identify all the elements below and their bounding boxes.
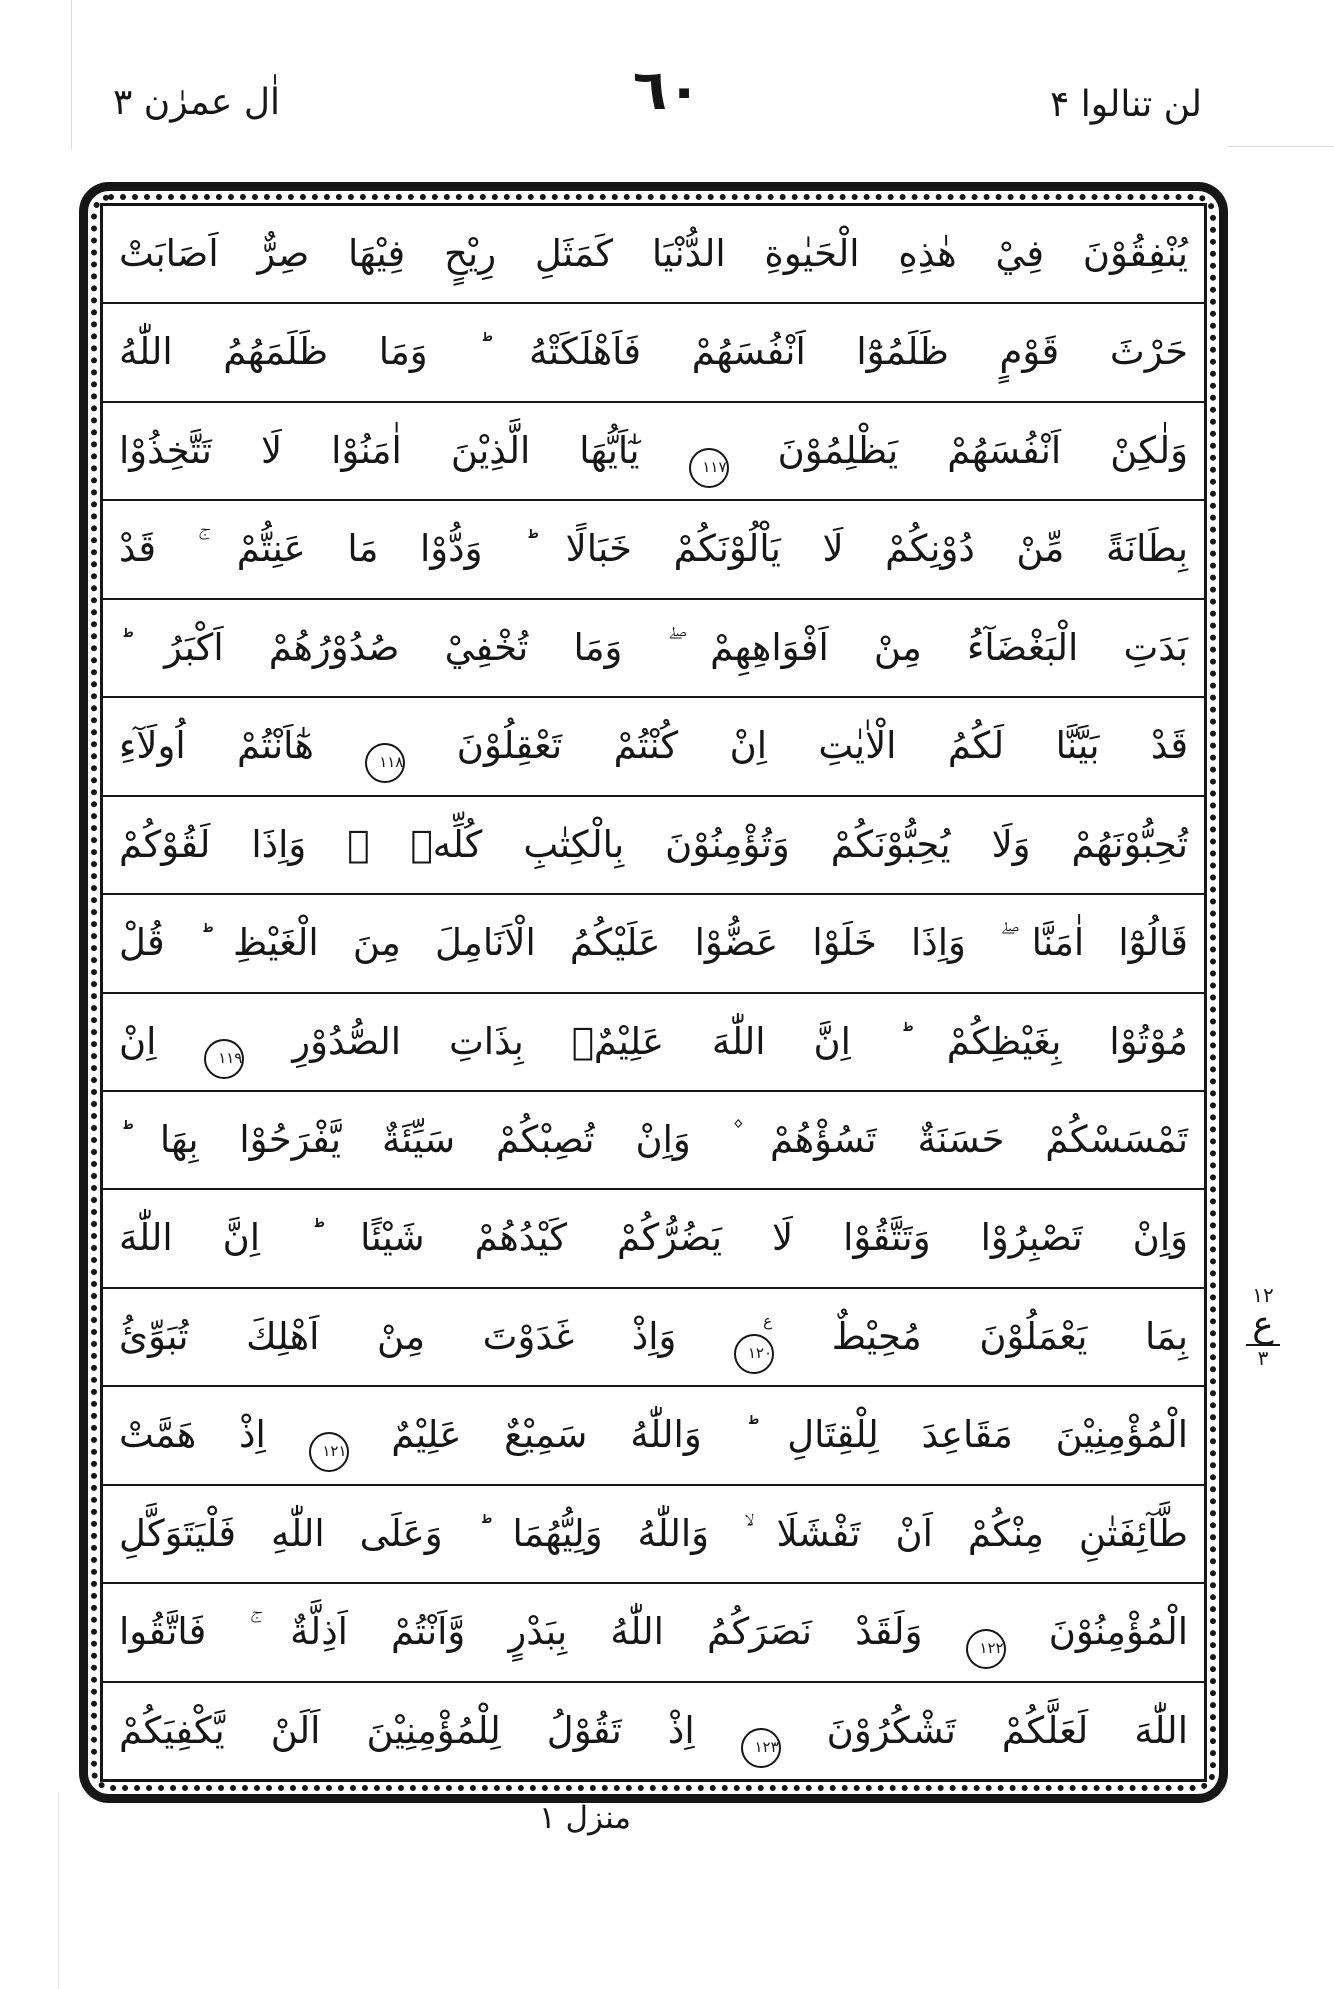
verse-number: ١١٧ xyxy=(702,457,727,476)
verse-number-circle xyxy=(734,1311,774,1374)
verse-number: ١٢٠ xyxy=(747,1343,773,1362)
scan-artifact-line-top-right xyxy=(1228,146,1334,147)
quran-line xyxy=(103,403,1204,501)
surah-name-header: اٰل عمرٰن ٣ xyxy=(113,82,280,123)
ayah-text: الْمُؤْمِنُوْنَ xyxy=(1048,1610,1189,1654)
manzil-label: منزل ١ xyxy=(538,1800,632,1836)
quran-line xyxy=(103,994,1204,1092)
verse-number: ١١٨ xyxy=(379,753,404,772)
verse-number-circle xyxy=(309,1432,349,1472)
ayah-text: حَرْثَ قَوْمٍ ظَلَمُوْٓا اَنْفُسَهُمْ فَاَهْلَكَتْهُ ؕ وَمَا ظَلَمَهُمُ اللّٰهُ xyxy=(119,330,1188,374)
ruku-margin-marker xyxy=(1234,1284,1292,1370)
ayah-text: وَلَقَدْ نَصَرَكُمُ اللّٰهُ بِبَدْرٍ وَّاَنْتُمْ اَذِلَّةٌ ۚ فَاتَّقُوا xyxy=(119,1610,923,1654)
ayah-text: تَمْسَسْكُمْ حَسَنَةٌ تَسُؤْهُمْ ۫ وَاِنْ تُصِبْكُمْ سَيِّئَةٌ يَّفْرَحُوْا بِهَا ؕ xyxy=(119,1117,1188,1161)
quran-line xyxy=(103,206,1204,304)
ayah-text: تُحِبُّوْنَهُمْ وَلَا يُحِبُّوْنَكُمْ وَتُؤْمِنُوْنَ بِالْكِتٰبِ كُلِّهٖ ۚ وَاِذَا لَقُوْكُمْ xyxy=(119,822,1188,866)
ayah-text: وَلٰكِنْ اَنْفُسَهُمْ يَظْلِمُوْنَ xyxy=(777,428,1188,472)
ayah-text: يٰٓاَيُّهَا الَّذِيْنَ اٰمَنُوْا لَا تَتَّخِذُوْا xyxy=(119,428,640,472)
ayah-text: قَدْ بَيَّنَّا لَكُمُ الْاٰيٰتِ اِنْ كُنْتُمْ تَعْقِلُوْنَ xyxy=(456,724,1189,768)
verse-number-circle xyxy=(204,1039,244,1079)
ayah-text: هٰٓاَنْتُمْ اُولَآءِ xyxy=(119,724,314,768)
ayah-text: وَاِنْ تَصْبِرُوْا وَتَتَّقُوْا لَا يَضُرُّكُمْ كَيْدُهُمْ شَيْئًا ؕ اِنَّ اللّٰهَ xyxy=(119,1216,1188,1260)
verse-number: ١٢٢ xyxy=(979,1639,1004,1658)
juz-name-header: لن تنالوا ۴ xyxy=(1050,84,1203,125)
verse-number: ١١٩ xyxy=(218,1048,243,1067)
verse-number: ١٢١ xyxy=(322,1442,347,1461)
ruku-number-top: ١٢ xyxy=(1252,1283,1274,1307)
ayah-text: اِذْ تَقُوْلُ لِلْمُؤْمِنِيْنَ اَلَنْ يَّكْفِيَكُمْ xyxy=(119,1708,695,1752)
quran-line xyxy=(103,1584,1204,1682)
verse-number-circle xyxy=(741,1728,781,1768)
quran-line xyxy=(103,1387,1204,1485)
quran-line xyxy=(103,600,1204,698)
ruku-end-sign: ع xyxy=(763,1311,773,1330)
quran-line xyxy=(103,1486,1204,1584)
quran-line xyxy=(103,304,1204,402)
ayah-text: وَاِذْ غَدَوْتَ مِنْ اَهْلِكَ تُبَوِّئُ xyxy=(119,1314,677,1358)
ayah-text: اللّٰهَ لَعَلَّكُمْ تَشْكُرُوْنَ xyxy=(826,1708,1188,1752)
verse-number-circle xyxy=(966,1629,1006,1669)
ayah-text: يُنْفِقُوْنَ فِيْ هٰذِهِ الْحَيٰوةِ الدُّنْيَا كَمَثَلِ رِيْحٍ فِيْهَا صِرٌّ اَصَابَتْ xyxy=(119,232,1188,275)
ayah-text: اِنْ xyxy=(119,1019,157,1063)
page-border-frame xyxy=(79,182,1228,1803)
verse-number-circle xyxy=(365,743,405,783)
ayah-text: قَالُوْٓا اٰمَنَّا ۖ وَاِذَا خَلَوْا عَضُّوْا عَلَيْكُمُ الْاَنَامِلَ مِنَ الْغَيْظِ ؕ قُلْ xyxy=(119,921,1188,965)
quran-line xyxy=(103,1683,1204,1779)
ayah-text: بِطَانَةً مِّنْ دُوْنِكُمْ لَا يَاْلُوْنَكُمْ خَبَالًا ؕ وَدُّوْا مَا عَنِتُّمْ ۚ قَدْ xyxy=(119,527,1188,571)
scan-artifact-line-top-left xyxy=(71,0,72,150)
ayah-text: بَدَتِ الْبَغْضَآءُ مِنْ اَفْوَاهِهِمْ ۖ وَمَا تُخْفِيْ صُدُوْرُهُمْ اَكْبَرُ ؕ xyxy=(119,625,1188,669)
quran-line xyxy=(103,1092,1204,1190)
quran-line xyxy=(103,1190,1204,1288)
ayah-text: مُوْتُوْا بِغَيْظِكُمْ ؕ اِنَّ اللّٰهَ عَلِيْمٌۢ بِذَاتِ الصُّدُوْرِ xyxy=(292,1019,1188,1063)
quran-line xyxy=(103,895,1204,993)
quran-text-block xyxy=(100,203,1207,1782)
ayah-text: الْمُؤْمِنِيْنَ مَقَاعِدَ لِلْقِتَالِ ؕ وَاللّٰهُ سَمِيْعٌ عَلِيْمٌ xyxy=(391,1413,1188,1457)
quran-line xyxy=(103,698,1204,796)
diamond-chain-border xyxy=(91,194,1216,1791)
quran-line xyxy=(103,1289,1204,1387)
ayah-text: اِذْ هَمَّتْ xyxy=(119,1413,266,1457)
ruku-number-bottom: ٣ xyxy=(1257,1346,1269,1370)
ayah-text: طَّآئِفَتٰنِ مِنْكُمْ اَنْ تَفْشَلَا ۙ وَاللّٰهُ وَلِيُّهُمَا ؕ وَعَلَى اللّٰهِ فَلْيَتَوَكَّلِ xyxy=(119,1511,1188,1555)
verse-number: ١٢٣ xyxy=(754,1737,779,1756)
ayah-text: بِمَا يَعْمَلُوْنَ مُحِيْطٌ xyxy=(831,1314,1188,1358)
verse-number-circle xyxy=(689,448,729,488)
page-number: ٦٠ xyxy=(632,58,702,123)
quran-line xyxy=(103,797,1204,895)
ruku-ain-symbol: ع xyxy=(1246,1306,1279,1346)
scan-artifact-line-bottom-left xyxy=(58,1792,59,1989)
quran-line xyxy=(103,501,1204,599)
